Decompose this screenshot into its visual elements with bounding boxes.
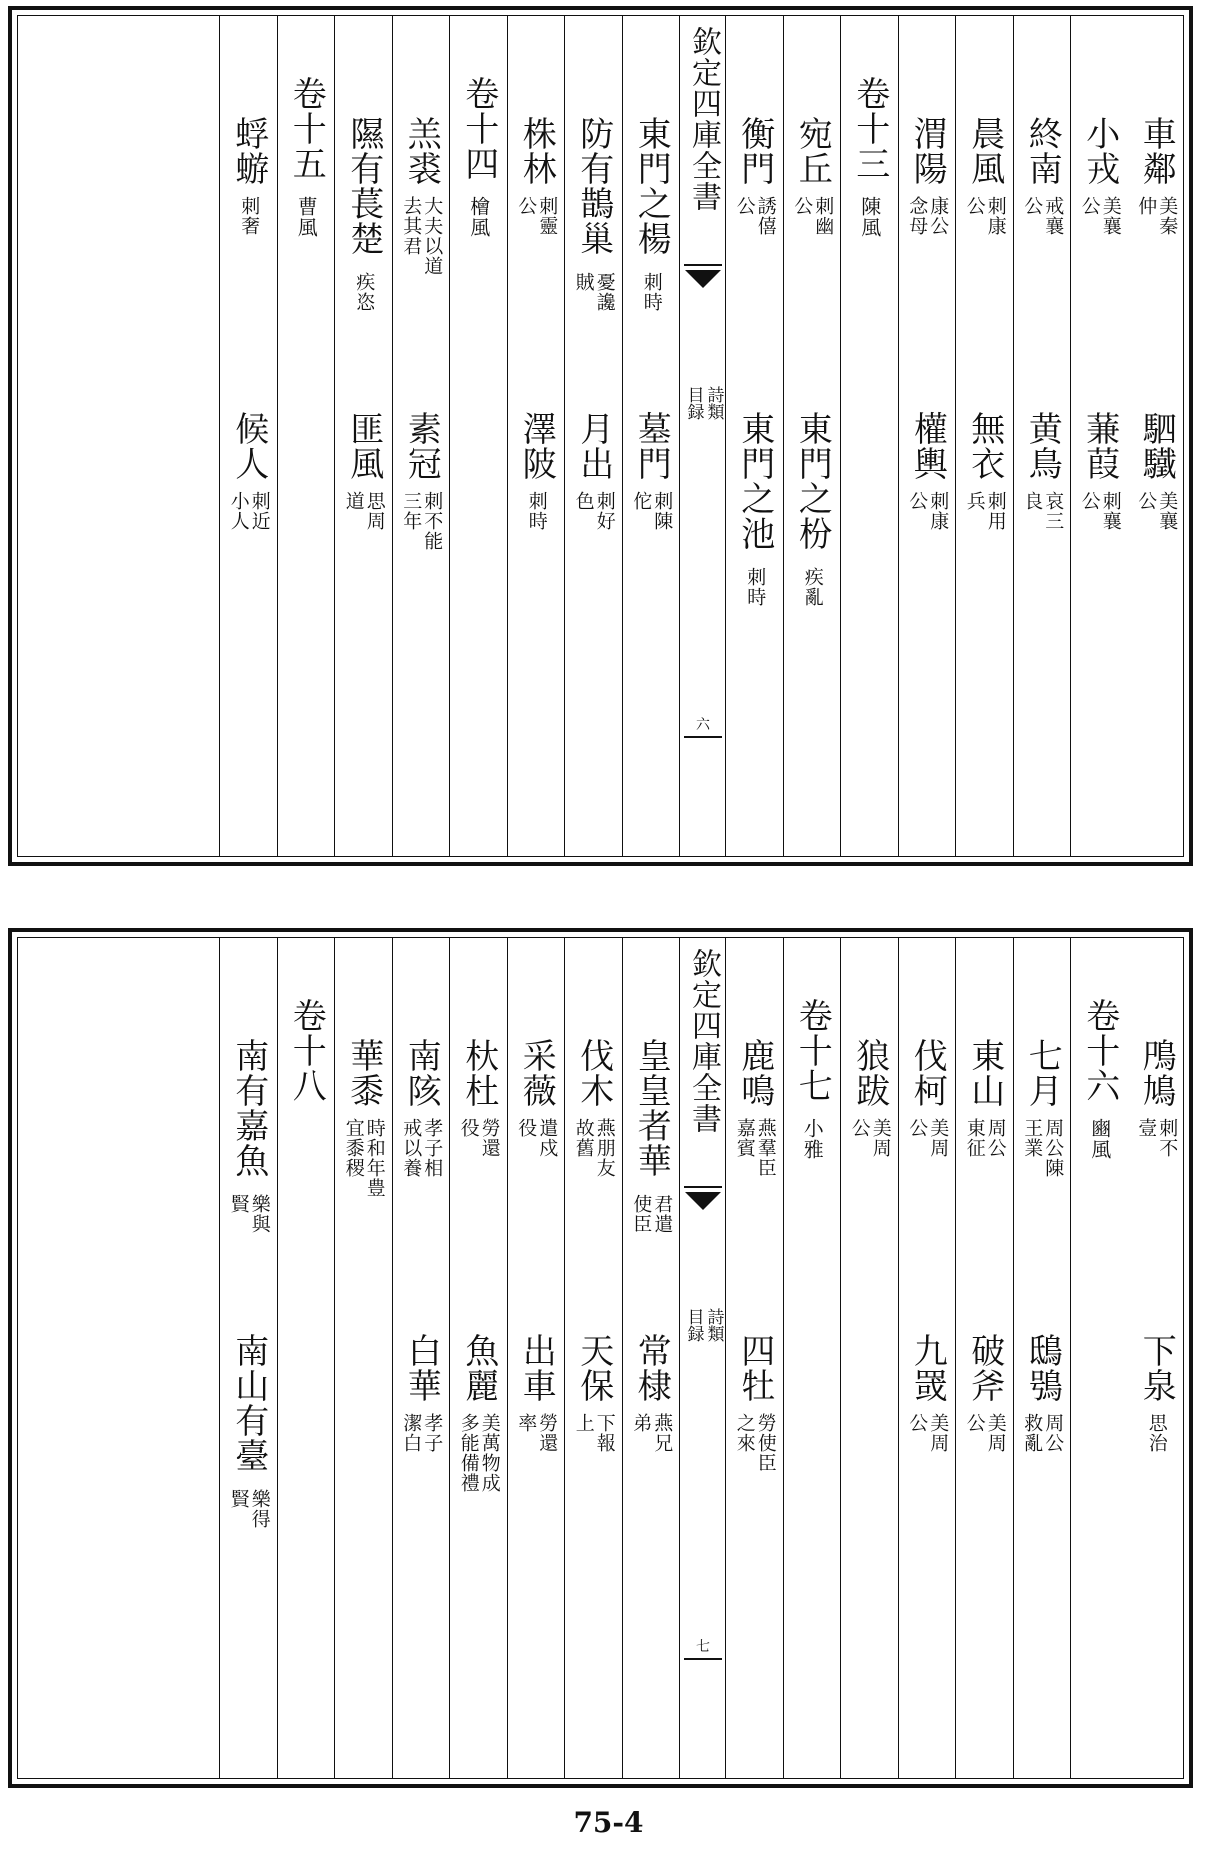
- annotation-line: 美襄: [1099, 196, 1122, 236]
- annotation-line: 時和年豊: [363, 1118, 386, 1198]
- poem-title: 羔裘: [401, 116, 442, 186]
- category-line: 詩類: [703, 386, 724, 420]
- annotation-line: 仲: [1135, 196, 1158, 216]
- poem-annotation: [630, 1194, 674, 1234]
- annotation-line: 公: [1078, 491, 1101, 511]
- text-column: [1128, 16, 1186, 856]
- volume-section: 曹風: [294, 196, 319, 238]
- annotation-line: 公: [1078, 196, 1101, 216]
- annotation-line: 疾亂: [801, 567, 824, 607]
- top-page-panel: [8, 6, 1193, 866]
- text-column: [955, 938, 1014, 1778]
- text-column: [725, 16, 784, 856]
- annotation-line: 公: [848, 1118, 871, 1138]
- annotation-line: 使臣: [630, 1194, 653, 1234]
- poem-title: 東門之楊: [631, 116, 672, 256]
- annotation-line: 佗: [630, 491, 653, 511]
- annotation-line: 公: [733, 196, 756, 216]
- annotation-line: 道: [342, 491, 365, 511]
- poem-title: 華黍: [343, 1038, 384, 1108]
- text-column: [840, 938, 899, 1778]
- poem-title: 出車: [516, 1333, 557, 1403]
- text-column: [507, 16, 566, 856]
- poem-annotation: [803, 567, 822, 607]
- category-label: [685, 386, 722, 420]
- poem-title: 南陔: [401, 1038, 442, 1108]
- poem-annotation: [459, 1118, 499, 1158]
- annotation-line: 役: [457, 1118, 480, 1138]
- annotation-line: 刺好: [593, 491, 616, 531]
- poem-annotation: [515, 1413, 559, 1453]
- volume-heading: 卷十三: [849, 76, 890, 181]
- poem-title: 月出: [573, 411, 614, 481]
- annotation-line: 王業: [1021, 1118, 1044, 1158]
- poem-title: 伐柯: [907, 1038, 948, 1108]
- text-column: [898, 16, 957, 856]
- poem-annotation: [735, 1118, 775, 1178]
- poem-title: 防有鵲巢: [573, 116, 614, 256]
- annotation-line: 刺不能: [421, 491, 444, 551]
- poem-title: 采薇: [516, 1038, 557, 1108]
- poem-title: 蒹葭: [1079, 411, 1120, 481]
- poem-title: 天保: [573, 1333, 614, 1403]
- category-line: 詩類: [703, 1308, 724, 1342]
- annotation-line: 勞還: [536, 1413, 559, 1453]
- book-title: 欽定四庫全書: [686, 948, 721, 1134]
- annotation-line: 思治: [1145, 1413, 1168, 1453]
- annotation-line: 刺陳: [651, 491, 674, 531]
- bottom-page-panel: [8, 928, 1193, 1788]
- text-column: [334, 16, 393, 856]
- text-column: [449, 16, 508, 856]
- poem-title: 白華: [401, 1333, 442, 1403]
- annotation-line: 疾恣: [353, 272, 376, 312]
- fish-tail-mark: [685, 270, 721, 288]
- text-column: [449, 938, 508, 1778]
- annotation-line: 公: [1135, 491, 1158, 511]
- text-column: [392, 16, 451, 856]
- volume-heading: 卷十六: [1079, 998, 1120, 1103]
- poem-annotation: [1135, 1118, 1179, 1158]
- text-column: [219, 16, 278, 856]
- poem-title: 九罭: [907, 1333, 948, 1403]
- annotation-line: 刺時: [744, 567, 767, 607]
- text-column: [1070, 16, 1129, 856]
- annotation-line: 良: [1021, 491, 1044, 511]
- annotation-line: 誘僖: [754, 196, 777, 236]
- poem-title: 常棣: [631, 1333, 672, 1403]
- annotation-line: 戒襄: [1042, 196, 1065, 236]
- poem-title: 狼跋: [849, 1038, 890, 1108]
- fish-tail-mark: [685, 1192, 721, 1210]
- text-column: [898, 938, 957, 1778]
- text-column: [840, 16, 899, 856]
- annotation-line: 周公: [984, 1118, 1007, 1158]
- annotation-line: 美周: [984, 1413, 1007, 1453]
- poem-annotation: [515, 196, 559, 236]
- annotation-line: 刺幽: [812, 196, 835, 236]
- poem-annotation: [906, 196, 950, 236]
- text-column: [622, 938, 681, 1778]
- poem-title: 渭陽: [907, 116, 948, 186]
- poem-title: 鴟鴞: [1022, 1333, 1063, 1403]
- annotation-line: 燕朋友: [593, 1118, 616, 1178]
- annotation-line: 刺奢: [238, 196, 261, 236]
- annotation-line: 公: [906, 1413, 929, 1433]
- annotation-line: 周公陳: [1042, 1118, 1065, 1178]
- poem-annotation: [574, 1413, 614, 1453]
- annotation-line: 公: [906, 491, 929, 511]
- poem-annotation: [515, 1118, 559, 1158]
- annotation-line: 燕羣臣: [754, 1118, 777, 1178]
- poem-title: 株林: [516, 116, 557, 186]
- text-column: [955, 16, 1014, 856]
- text-column: [1128, 938, 1186, 1778]
- text-column: [277, 938, 336, 1778]
- text-column: [783, 16, 842, 856]
- category-line: 目録: [683, 1308, 704, 1342]
- annotation-line: 賢: [227, 1194, 250, 1214]
- annotation-line: 美襄: [1156, 491, 1179, 531]
- poem-title: 東門之枌: [792, 411, 833, 551]
- annotation-line: 救亂: [1021, 1413, 1044, 1453]
- annotation-line: 刺康: [927, 491, 950, 531]
- poem-title: 鹿鳴: [734, 1038, 775, 1108]
- poem-annotation: [965, 1118, 1005, 1158]
- annotation-line: 勞還: [478, 1118, 501, 1158]
- text-column: [392, 938, 451, 1778]
- category-label: [685, 1308, 722, 1342]
- annotation-line: 刺近: [248, 491, 271, 531]
- annotation-line: 刺康: [984, 196, 1007, 236]
- annotation-line: 公: [906, 1118, 929, 1138]
- annotation-line: 遣戍: [536, 1118, 559, 1158]
- annotation-line: 壹: [1135, 1118, 1158, 1138]
- annotation-line: 東征: [963, 1118, 986, 1158]
- volume-heading: 卷十七: [792, 998, 833, 1103]
- annotation-line: 兵: [963, 491, 986, 511]
- poem-title: 終南: [1022, 116, 1063, 186]
- annotation-line: 美周: [927, 1118, 950, 1158]
- poem-title: 候人: [228, 411, 269, 481]
- poem-annotation: [1021, 1118, 1065, 1178]
- annotation-line: 哀三: [1042, 491, 1065, 531]
- poem-annotation: [906, 1118, 950, 1158]
- poem-annotation: [906, 1413, 950, 1453]
- poem-annotation: [400, 196, 444, 276]
- poem-annotation: [574, 1118, 614, 1178]
- annotation-line: 念母: [906, 196, 929, 236]
- poem-title: 墓門: [631, 411, 672, 481]
- annotation-line: 刺用: [984, 491, 1007, 531]
- poem-annotation: [642, 272, 661, 312]
- annotation-line: 三年: [400, 491, 423, 531]
- annotation-line: 戒以養: [400, 1118, 423, 1178]
- annotation-line: 宜黍稷: [342, 1118, 365, 1178]
- poem-annotation: [1080, 196, 1120, 236]
- divider: [684, 264, 722, 266]
- book-title-column: [679, 16, 726, 856]
- poem-annotation: [400, 1413, 444, 1453]
- annotation-line: 色: [572, 491, 595, 511]
- poem-annotation: [735, 196, 775, 236]
- folio-number: 七: [696, 1639, 710, 1655]
- annotation-line: 刺時: [640, 272, 663, 312]
- annotation-line: 上: [572, 1413, 595, 1433]
- annotation-line: 下報: [593, 1413, 616, 1453]
- poem-title: 南有嘉魚: [228, 1038, 269, 1178]
- poem-annotation: [965, 1413, 1005, 1453]
- poem-title: 鳲鳩: [1136, 1038, 1177, 1108]
- poem-annotation: [906, 491, 950, 531]
- poem-title: 黄鳥: [1022, 411, 1063, 481]
- annotation-line: 大夫以道: [421, 196, 444, 276]
- poem-annotation: [630, 1413, 674, 1453]
- poem-annotation: [1021, 196, 1065, 236]
- poem-title: 伐木: [573, 1038, 614, 1108]
- text-column: [622, 16, 681, 856]
- volume-heading: 卷十五: [286, 76, 327, 181]
- poem-title: 皇皇者華: [631, 1038, 672, 1178]
- volume-section: 小雅: [800, 1118, 825, 1160]
- annotation-line: 樂得: [248, 1489, 271, 1529]
- annotation-line: 弟: [630, 1413, 653, 1433]
- book-title: 欽定四庫全書: [686, 26, 721, 212]
- annotation-line: 公: [1021, 196, 1044, 216]
- poem-title: 晨風: [964, 116, 1005, 186]
- annotation-line: 刺不: [1156, 1118, 1179, 1158]
- poem-annotation: [229, 491, 269, 531]
- poem-annotation: [1147, 1413, 1166, 1453]
- poem-title: 隰有萇楚: [343, 116, 384, 256]
- annotation-line: 刺襄: [1099, 491, 1122, 531]
- text-column: [564, 16, 623, 856]
- poem-annotation: [1021, 1413, 1065, 1453]
- poem-title: 下泉: [1136, 1333, 1177, 1403]
- volume-section: 豳風: [1087, 1118, 1112, 1160]
- annotation-line: 周公: [1042, 1413, 1065, 1453]
- category-line: 目録: [683, 386, 704, 420]
- annotation-line: 公: [963, 196, 986, 216]
- poem-annotation: [1080, 491, 1120, 531]
- poem-title: 權輿: [907, 411, 948, 481]
- text-column: [1013, 938, 1072, 1778]
- annotation-line: 多能備禮: [457, 1413, 480, 1493]
- poem-annotation: [965, 196, 1005, 236]
- annotation-line: 之來: [733, 1413, 756, 1453]
- annotation-line: 率: [515, 1413, 538, 1433]
- annotation-line: 嘉賓: [733, 1118, 756, 1158]
- poem-title: 東山: [964, 1038, 1005, 1108]
- annotation-line: 賊: [572, 272, 595, 292]
- poem-annotation: [735, 1413, 775, 1473]
- annotation-line: 刺時: [525, 491, 548, 531]
- poem-title: 衡門: [734, 116, 775, 186]
- poem-title: 宛丘: [792, 116, 833, 186]
- volume-section: 檜風: [466, 196, 491, 238]
- text-column: [783, 938, 842, 1778]
- annotation-line: 思周: [363, 491, 386, 531]
- poem-title: 東門之池: [734, 411, 775, 551]
- poem-annotation: [353, 272, 376, 312]
- poem-title: 魚麗: [458, 1333, 499, 1403]
- text-column: [725, 938, 784, 1778]
- volume-section: 陳風: [857, 196, 882, 238]
- poem-annotation: [229, 1489, 269, 1529]
- text-column: [277, 16, 336, 856]
- text-column: [334, 938, 393, 1778]
- poem-annotation: [344, 1118, 384, 1198]
- poem-title: 素冠: [401, 411, 442, 481]
- poem-annotation: [791, 196, 835, 236]
- page-number: 75-4: [573, 1806, 644, 1839]
- annotation-line: 美周: [927, 1413, 950, 1453]
- annotation-line: 公: [963, 1413, 986, 1433]
- poem-title: 破斧: [964, 1333, 1005, 1403]
- divider: [684, 736, 722, 738]
- text-column: [507, 938, 566, 1778]
- poem-annotation: [1135, 491, 1179, 531]
- poem-annotation: [400, 1118, 444, 1178]
- annotation-line: 刺靈: [536, 196, 559, 236]
- poem-title: 匪風: [343, 411, 384, 481]
- poem-title: 杕杜: [458, 1038, 499, 1108]
- poem-annotation: [574, 491, 614, 531]
- annotation-line: 憂讒: [593, 272, 616, 312]
- folio-number: 六: [696, 717, 710, 733]
- annotation-line: 賢: [227, 1489, 250, 1509]
- annotation-line: 公: [791, 196, 814, 216]
- volume-heading: 卷十八: [286, 998, 327, 1103]
- annotation-line: 潔白: [400, 1413, 423, 1453]
- annotation-line: 小人: [227, 491, 250, 531]
- poem-annotation: [850, 1118, 890, 1158]
- poem-annotation: [1021, 491, 1065, 531]
- text-column: [219, 938, 278, 1778]
- annotation-line: 役: [515, 1118, 538, 1138]
- poem-title: 小戎: [1079, 116, 1120, 186]
- divider: [684, 1658, 722, 1660]
- poem-annotation: [459, 1413, 499, 1493]
- poem-annotation: [238, 196, 261, 236]
- text-column: [564, 938, 623, 1778]
- annotation-line: 美萬物成: [478, 1413, 501, 1493]
- poem-title: 無衣: [964, 411, 1005, 481]
- poem-annotation: [400, 491, 444, 551]
- poem-annotation: [574, 272, 614, 312]
- annotation-line: 燕兄: [651, 1413, 674, 1453]
- text-column: [1070, 938, 1129, 1778]
- text-column: [1013, 16, 1072, 856]
- poem-annotation: [344, 491, 384, 531]
- poem-title: 澤陂: [516, 411, 557, 481]
- annotation-line: 公: [515, 196, 538, 216]
- poem-title: 七月: [1022, 1038, 1063, 1108]
- annotation-line: 孝子: [421, 1413, 444, 1453]
- annotation-line: 勞使臣: [754, 1413, 777, 1473]
- poem-annotation: [965, 491, 1005, 531]
- book-title-column: [679, 938, 726, 1778]
- poem-annotation: [630, 491, 674, 531]
- annotation-line: 去其君: [400, 196, 423, 256]
- annotation-line: 樂與: [248, 1194, 271, 1234]
- poem-annotation: [229, 1194, 269, 1234]
- annotation-line: 君遣: [651, 1194, 674, 1234]
- poem-annotation: [1135, 196, 1179, 236]
- poem-annotation: [527, 491, 546, 531]
- divider: [684, 1186, 722, 1188]
- annotation-line: 美周: [869, 1118, 892, 1158]
- annotation-line: 孝子相: [421, 1118, 444, 1178]
- annotation-line: 美秦: [1156, 196, 1179, 236]
- poem-title: 南山有臺: [228, 1333, 269, 1473]
- annotation-line: 康公: [927, 196, 950, 236]
- poem-title: 車鄰: [1136, 116, 1177, 186]
- volume-heading: 卷十四: [458, 76, 499, 181]
- annotation-line: 故舊: [572, 1118, 595, 1158]
- poem-title: 駟驖: [1136, 411, 1177, 481]
- poem-title: 蜉蝣: [228, 116, 269, 186]
- poem-annotation: [744, 567, 767, 607]
- poem-title: 四牡: [734, 1333, 775, 1403]
